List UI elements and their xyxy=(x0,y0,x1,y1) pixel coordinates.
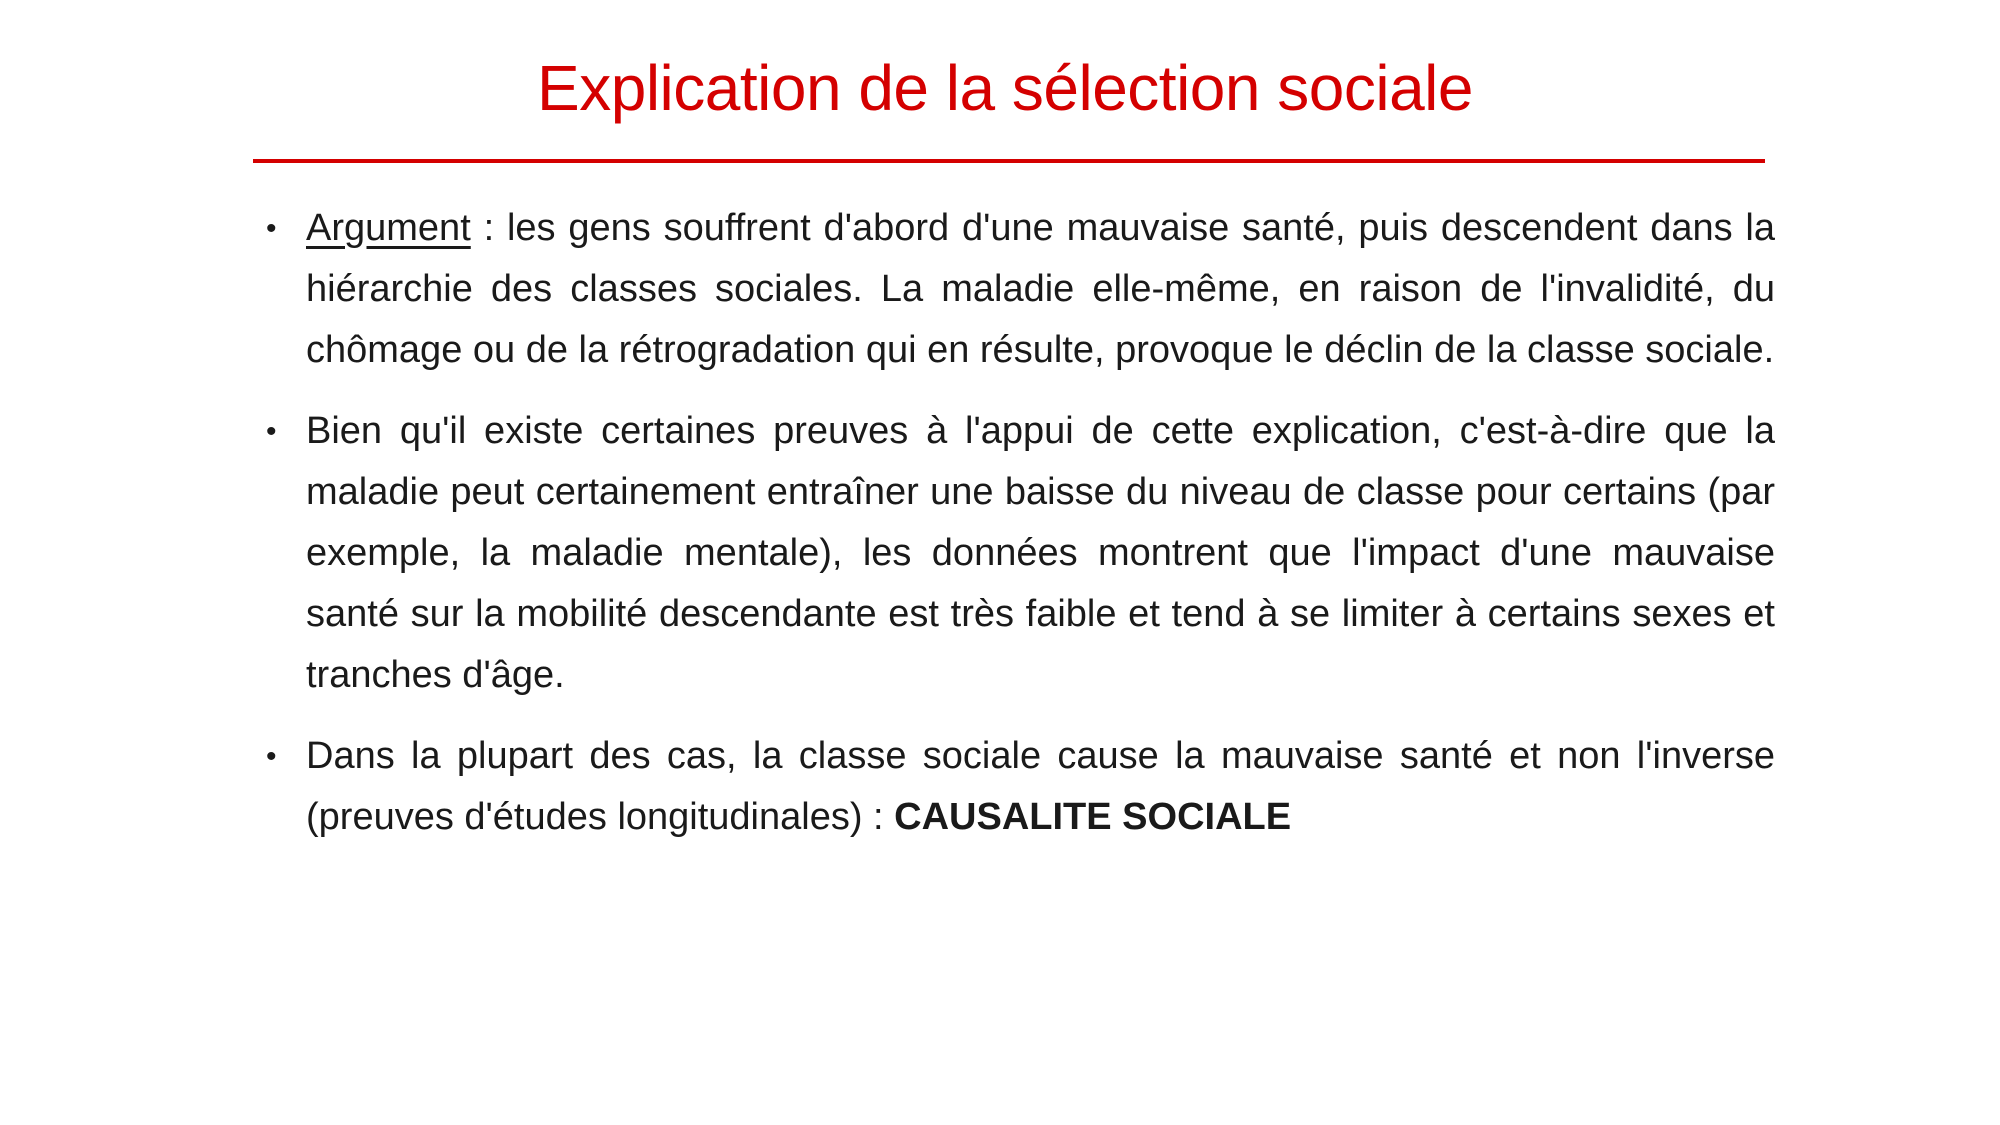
bullet-icon: • xyxy=(266,740,277,773)
bullet-icon: • xyxy=(266,212,277,245)
bullet-text: Bien qu'il existe certaines preuves à l'appui de cette explication, c'est-à-dire que la maladie peut certainement entraîner une baisse du niveau de classe pour certains (par exemple, la maladie mentale), les données montrent que l'impact d'une mauvaise santé sur la mobilité descendante est très faible et tend à se limiter à certains sexes et tranches d'âge. xyxy=(306,410,1775,696)
slide-title: Explication de la sélection sociale xyxy=(537,52,1473,124)
bullet-text: Dans la plupart des cas, la classe sociale cause la mauvaise santé et non l'inverse (preuves d'études longitudinales) : xyxy=(306,735,1775,838)
bullet-item-argument xyxy=(258,198,1775,381)
bullet-text: : les gens souffrent d'abord d'une mauvaise santé, puis descendent dans la hiérarchie des classes sociales. La maladie elle-même, en raison de l'invalidité, du chômage ou de la rétrogradation qui en résulte, provoque le déclin de la classe sociale. xyxy=(306,207,1775,371)
bullet-item-conclusion xyxy=(258,726,1775,848)
title-divider xyxy=(253,159,1765,163)
bullet-icon: • xyxy=(266,415,277,448)
bullet-lead-label: Argument xyxy=(306,207,471,249)
bullet-item-evidence xyxy=(258,401,1775,706)
bullet-list xyxy=(258,198,1775,868)
bullet-emphasis: CAUSALITE SOCIALE xyxy=(894,796,1292,838)
